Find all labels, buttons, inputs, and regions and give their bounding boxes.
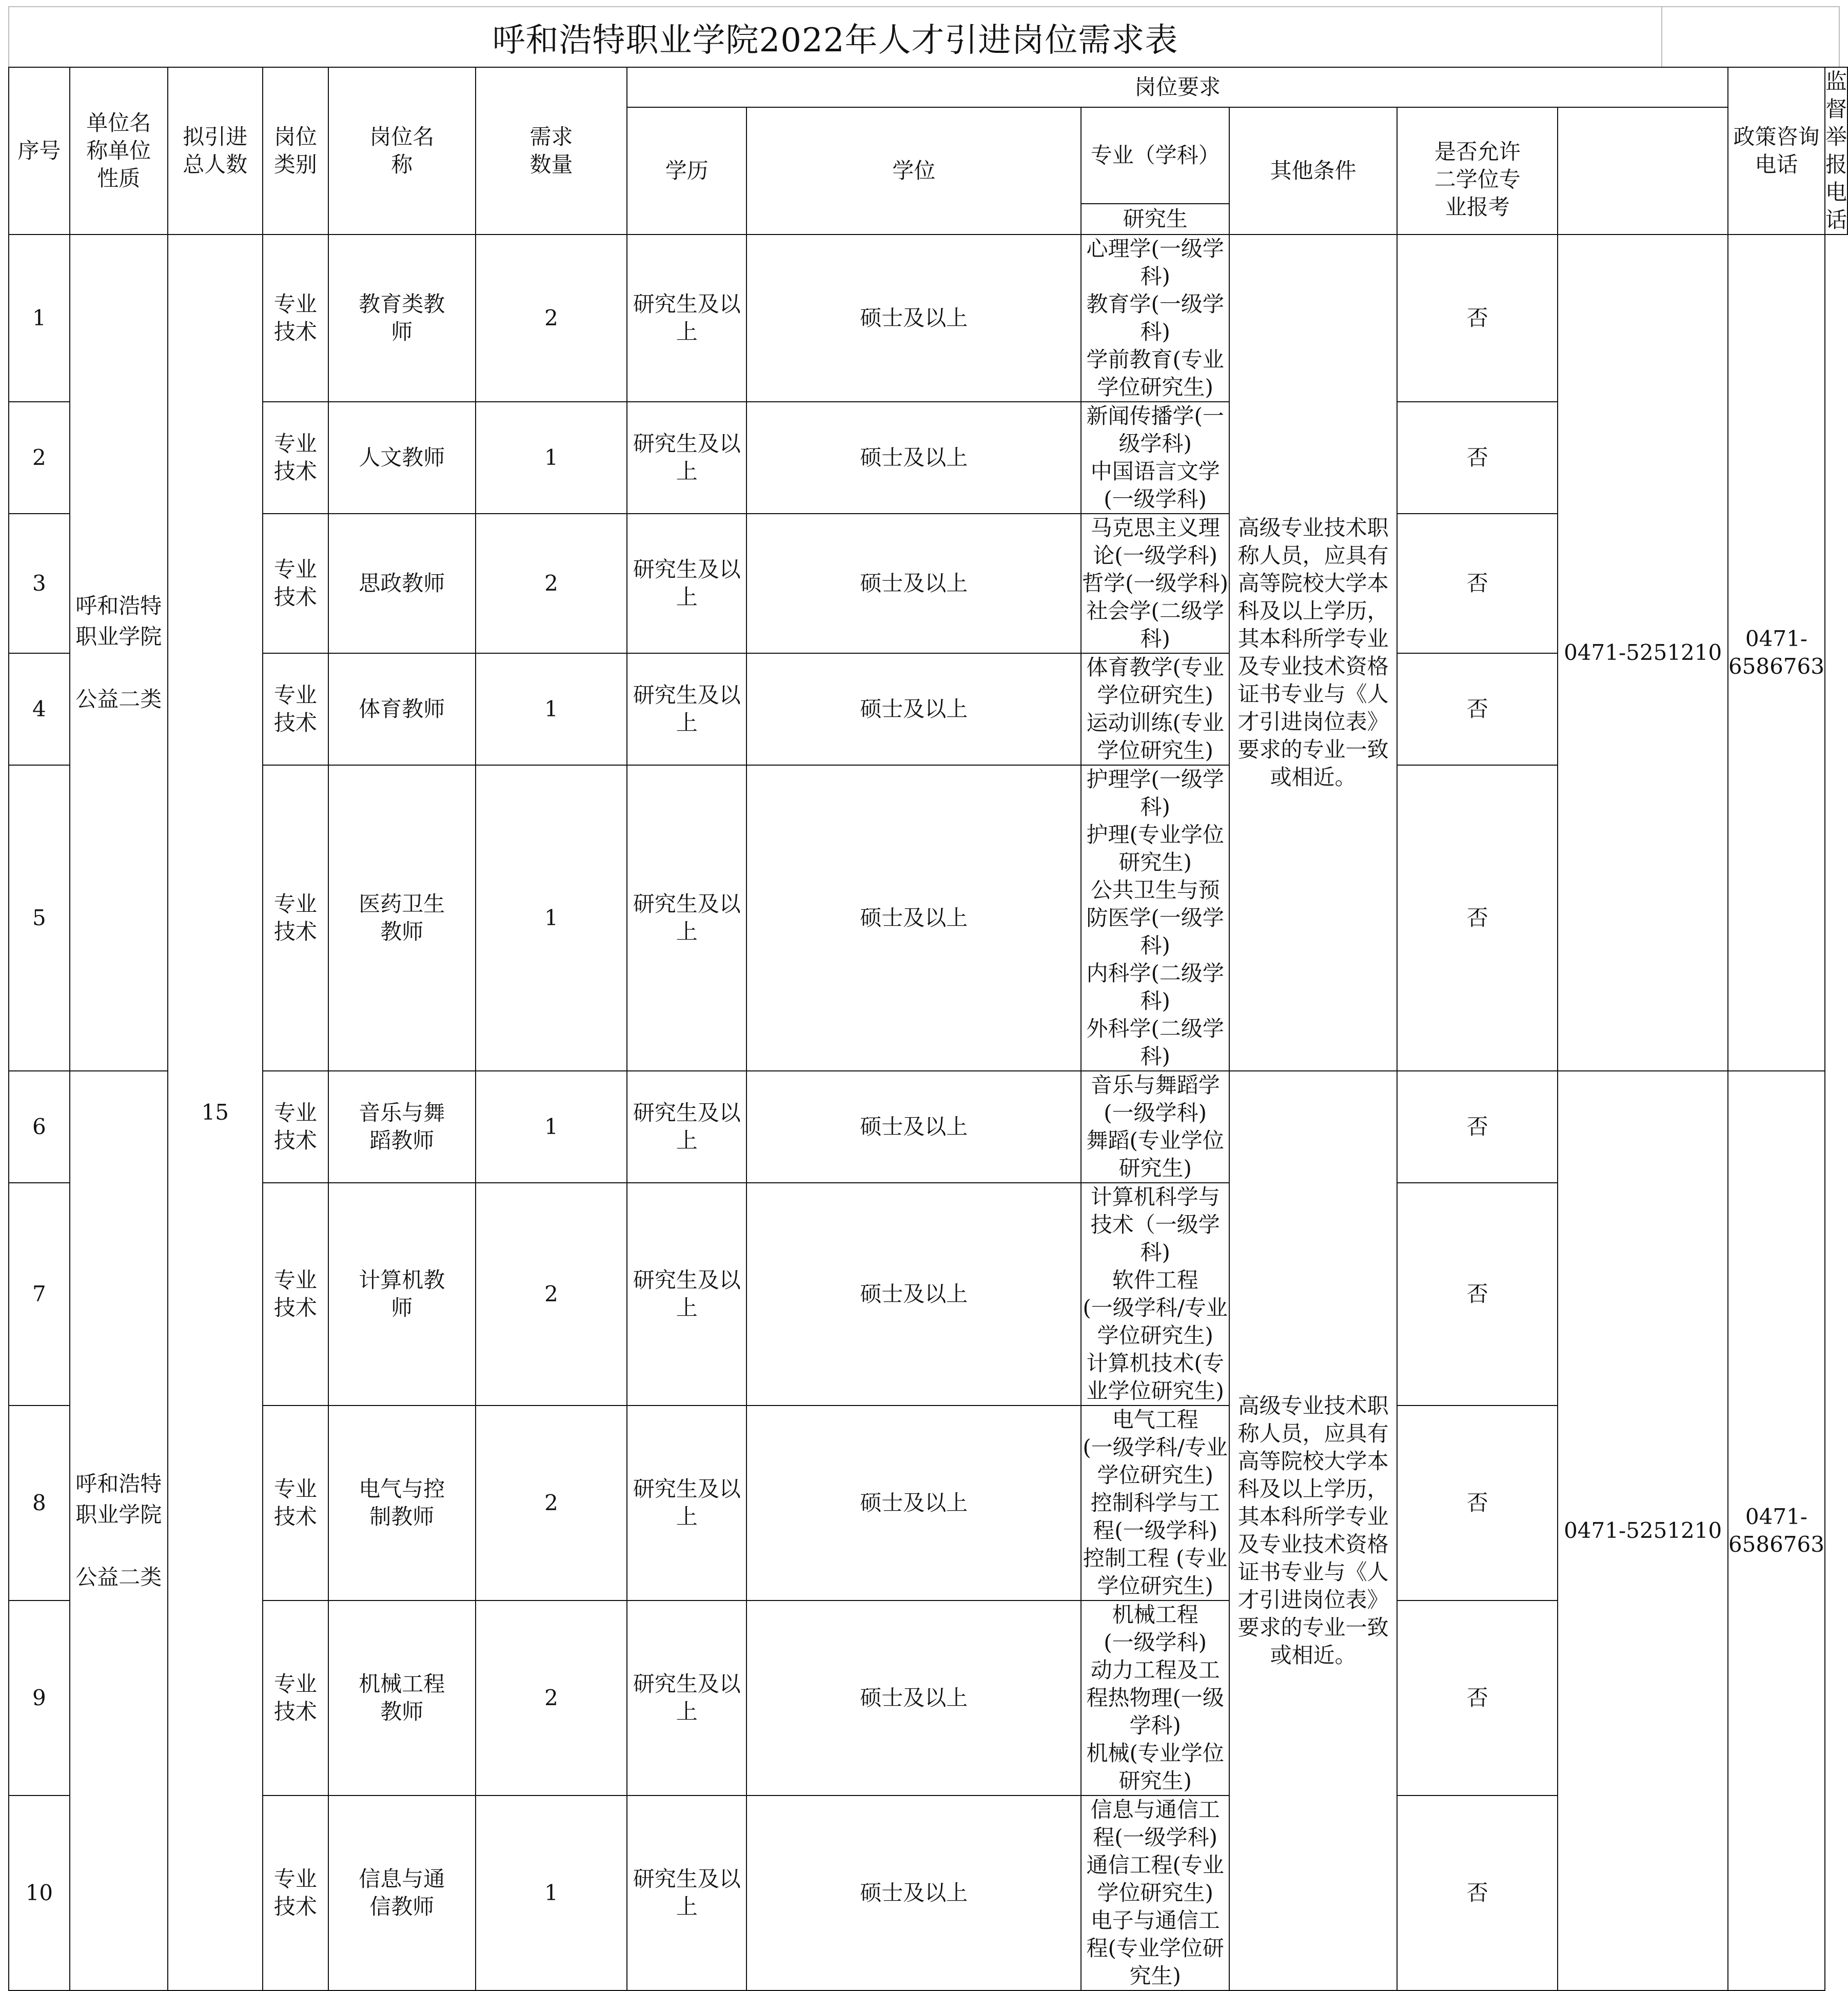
row-education: 研究生及以上 xyxy=(627,1795,746,1990)
row-degree: 硕士及以上 xyxy=(746,1183,1081,1406)
report-phone: 0471-6586763 xyxy=(1728,1071,1825,1990)
page-title: 呼和浩特职业学院2022年人才引进岗位需求表 xyxy=(492,22,1178,60)
row-education: 研究生及以上 xyxy=(627,1183,746,1406)
row-second-degree: 否 xyxy=(1397,402,1558,514)
row-majors: 音乐与舞蹈学(一级学科) 舞蹈(专业学位研究生) xyxy=(1081,1071,1229,1183)
row-education: 研究生及以上 xyxy=(627,1406,746,1600)
row-category: 专业 技术 xyxy=(263,1406,328,1600)
title-divider xyxy=(1661,7,1662,68)
row-second-degree: 否 xyxy=(1397,653,1558,765)
row-category: 专业 技术 xyxy=(263,1795,328,1990)
row-post-name: 教育类教 师 xyxy=(328,235,476,402)
header-category: 岗位 类别 xyxy=(263,67,328,235)
row-post-name: 医药卫生 教师 xyxy=(328,765,476,1071)
row-seq: 1 xyxy=(9,235,70,402)
row-seq: 4 xyxy=(9,653,70,765)
header-other: 其他条件 xyxy=(1229,107,1397,235)
row-second-degree: 否 xyxy=(1397,1795,1558,1990)
report-phone: 0471-6586763 xyxy=(1728,235,1825,1071)
row-degree: 硕士及以上 xyxy=(746,1600,1081,1795)
header-unit: 单位名 称单位 性质 xyxy=(70,67,168,235)
header-degree: 学位 xyxy=(746,107,1081,235)
row-quantity: 1 xyxy=(476,765,627,1071)
row-quantity: 1 xyxy=(476,653,627,765)
row-post-name: 计算机教 师 xyxy=(328,1183,476,1406)
recruitment-table xyxy=(8,67,1848,1991)
header-policy-phone: 政策咨询电话 xyxy=(1728,67,1825,235)
row-seq: 5 xyxy=(9,765,70,1071)
row-seq: 2 xyxy=(9,402,70,514)
header-report-phone: 监督举报电话 xyxy=(1825,67,1847,235)
row-education: 研究生及以上 xyxy=(627,653,746,765)
row-education: 研究生及以上 xyxy=(627,1071,746,1183)
row-post-name: 思政教师 xyxy=(328,514,476,653)
row-majors: 机械工程 (一级学科) 动力工程及工程热物理(一级学科) 机械(专业学位研究生) xyxy=(1081,1600,1229,1795)
row-education: 研究生及以上 xyxy=(627,1600,746,1795)
row-second-degree: 否 xyxy=(1397,514,1558,653)
row-second-degree: 否 xyxy=(1397,1071,1558,1183)
row-degree: 硕士及以上 xyxy=(746,653,1081,765)
row-majors: 新闻传播学(一级学科) 中国语言文学(一级学科) xyxy=(1081,402,1229,514)
row-quantity: 2 xyxy=(476,1183,627,1406)
row-majors: 护理学(一级学科) 护理(专业学位研究生) 公共卫生与预防医学(一级学科) 内科学(二级学科) 外科学(二级学科) xyxy=(1081,765,1229,1071)
row-majors: 心理学(一级学科) 教育学(一级学科) 学前教育(专业学位研究生) xyxy=(1081,235,1229,402)
row-degree: 硕士及以上 xyxy=(746,402,1081,514)
policy-phone: 0471-5251210 xyxy=(1558,1071,1728,1990)
header-seq: 序号 xyxy=(9,67,70,235)
other-conditions: 高级专业技术职 称人员，应具有 高等院校大学本 科及以上学历， 其本科所学专业 及专业技术资格 证书专业与《人 才引进岗位表》 要求的专业一致 或相近。 xyxy=(1229,1071,1397,1990)
row-second-degree: 否 xyxy=(1397,235,1558,402)
header-total: 拟引进 总人数 xyxy=(168,67,263,235)
row-degree: 硕士及以上 xyxy=(746,765,1081,1071)
row-quantity: 2 xyxy=(476,1600,627,1795)
row-post-name: 机械工程 教师 xyxy=(328,1600,476,1795)
row-post-name: 信息与通 信教师 xyxy=(328,1795,476,1990)
row-quantity: 1 xyxy=(476,1071,627,1183)
row-majors: 计算机科学与技术（一级学科) 软件工程 (一级学科/专业学位研究生) 计算机技术(专业学位研究生) xyxy=(1081,1183,1229,1406)
row-quantity: 2 xyxy=(476,235,627,402)
row-second-degree: 否 xyxy=(1397,765,1558,1071)
row-quantity: 2 xyxy=(476,514,627,653)
row-post-name: 人文教师 xyxy=(328,402,476,514)
row-category: 专业 技术 xyxy=(263,1600,328,1795)
header-quantity: 需求 数量 xyxy=(476,67,627,235)
policy-phone: 0471-5251210 xyxy=(1558,235,1728,1071)
row-degree: 硕士及以上 xyxy=(746,1795,1081,1990)
row-second-degree: 否 xyxy=(1397,1600,1558,1795)
row-second-degree: 否 xyxy=(1397,1406,1558,1600)
row-seq: 9 xyxy=(9,1600,70,1795)
row-quantity: 1 xyxy=(476,402,627,514)
row-category: 专业 技术 xyxy=(263,402,328,514)
row-majors: 体育教学(专业学位研究生) 运动训练(专业学位研究生) xyxy=(1081,653,1229,765)
row-degree: 硕士及以上 xyxy=(746,1071,1081,1183)
row-seq: 7 xyxy=(9,1183,70,1406)
header-requirements: 岗位要求 xyxy=(627,67,1728,107)
row-post-name: 电气与控 制教师 xyxy=(328,1406,476,1600)
row-second-degree: 否 xyxy=(1397,1183,1558,1406)
row-degree: 硕士及以上 xyxy=(746,514,1081,653)
other-conditions: 高级专业技术职 称人员，应具有 高等院校大学本 科及以上学历， 其本科所学专业 及专业技术资格 证书专业与《人 才引进岗位表》 要求的专业一致 或相近。 xyxy=(1229,235,1397,1071)
row-education: 研究生及以上 xyxy=(627,765,746,1071)
row-seq: 6 xyxy=(9,1071,70,1183)
row-majors: 电气工程 (一级学科/专业学位研究生) 控制科学与工程(一级学科) 控制工程 (专业学位研究生) xyxy=(1081,1406,1229,1600)
row-seq: 10 xyxy=(9,1795,70,1990)
row-category: 专业 技术 xyxy=(263,1071,328,1183)
header-second-degree: 是否允许 二学位专 业报考 xyxy=(1397,107,1558,235)
row-quantity: 2 xyxy=(476,1406,627,1600)
header-graduate: 研究生 xyxy=(1081,204,1229,235)
header-major: 专业（学科） xyxy=(1081,107,1229,204)
row-category: 专业 技术 xyxy=(263,765,328,1071)
row-education: 研究生及以上 xyxy=(627,402,746,514)
row-degree: 硕士及以上 xyxy=(746,235,1081,402)
row-majors: 马克思主义理论(一级学科) 哲学(一级学科) 社会学(二级学科) xyxy=(1081,514,1229,653)
header-post-name: 岗位名 称 xyxy=(328,67,476,235)
row-education: 研究生及以上 xyxy=(627,514,746,653)
row-quantity: 1 xyxy=(476,1795,627,1990)
row-seq: 8 xyxy=(9,1406,70,1600)
row-degree: 硕士及以上 xyxy=(746,1406,1081,1600)
unit-cell: 呼和浩特 职业学院 公益二类 xyxy=(70,235,168,1071)
header-education: 学历 xyxy=(627,107,746,235)
row-post-name: 音乐与舞 蹈教师 xyxy=(328,1071,476,1183)
row-education: 研究生及以上 xyxy=(627,235,746,402)
row-category: 专业 技术 xyxy=(263,653,328,765)
row-category: 专业 技术 xyxy=(263,1183,328,1406)
total-count: 15 xyxy=(168,235,263,1990)
title-row xyxy=(8,6,1840,67)
row-category: 专业 技术 xyxy=(263,514,328,653)
row-post-name: 体育教师 xyxy=(328,653,476,765)
row-majors: 信息与通信工程(一级学科) 通信工程(专业学位研究生) 电子与通信工程(专业学位研究生) xyxy=(1081,1795,1229,1990)
unit-cell: 呼和浩特 职业学院 公益二类 xyxy=(70,1071,168,1990)
row-seq: 3 xyxy=(9,514,70,653)
row-category: 专业 技术 xyxy=(263,235,328,402)
